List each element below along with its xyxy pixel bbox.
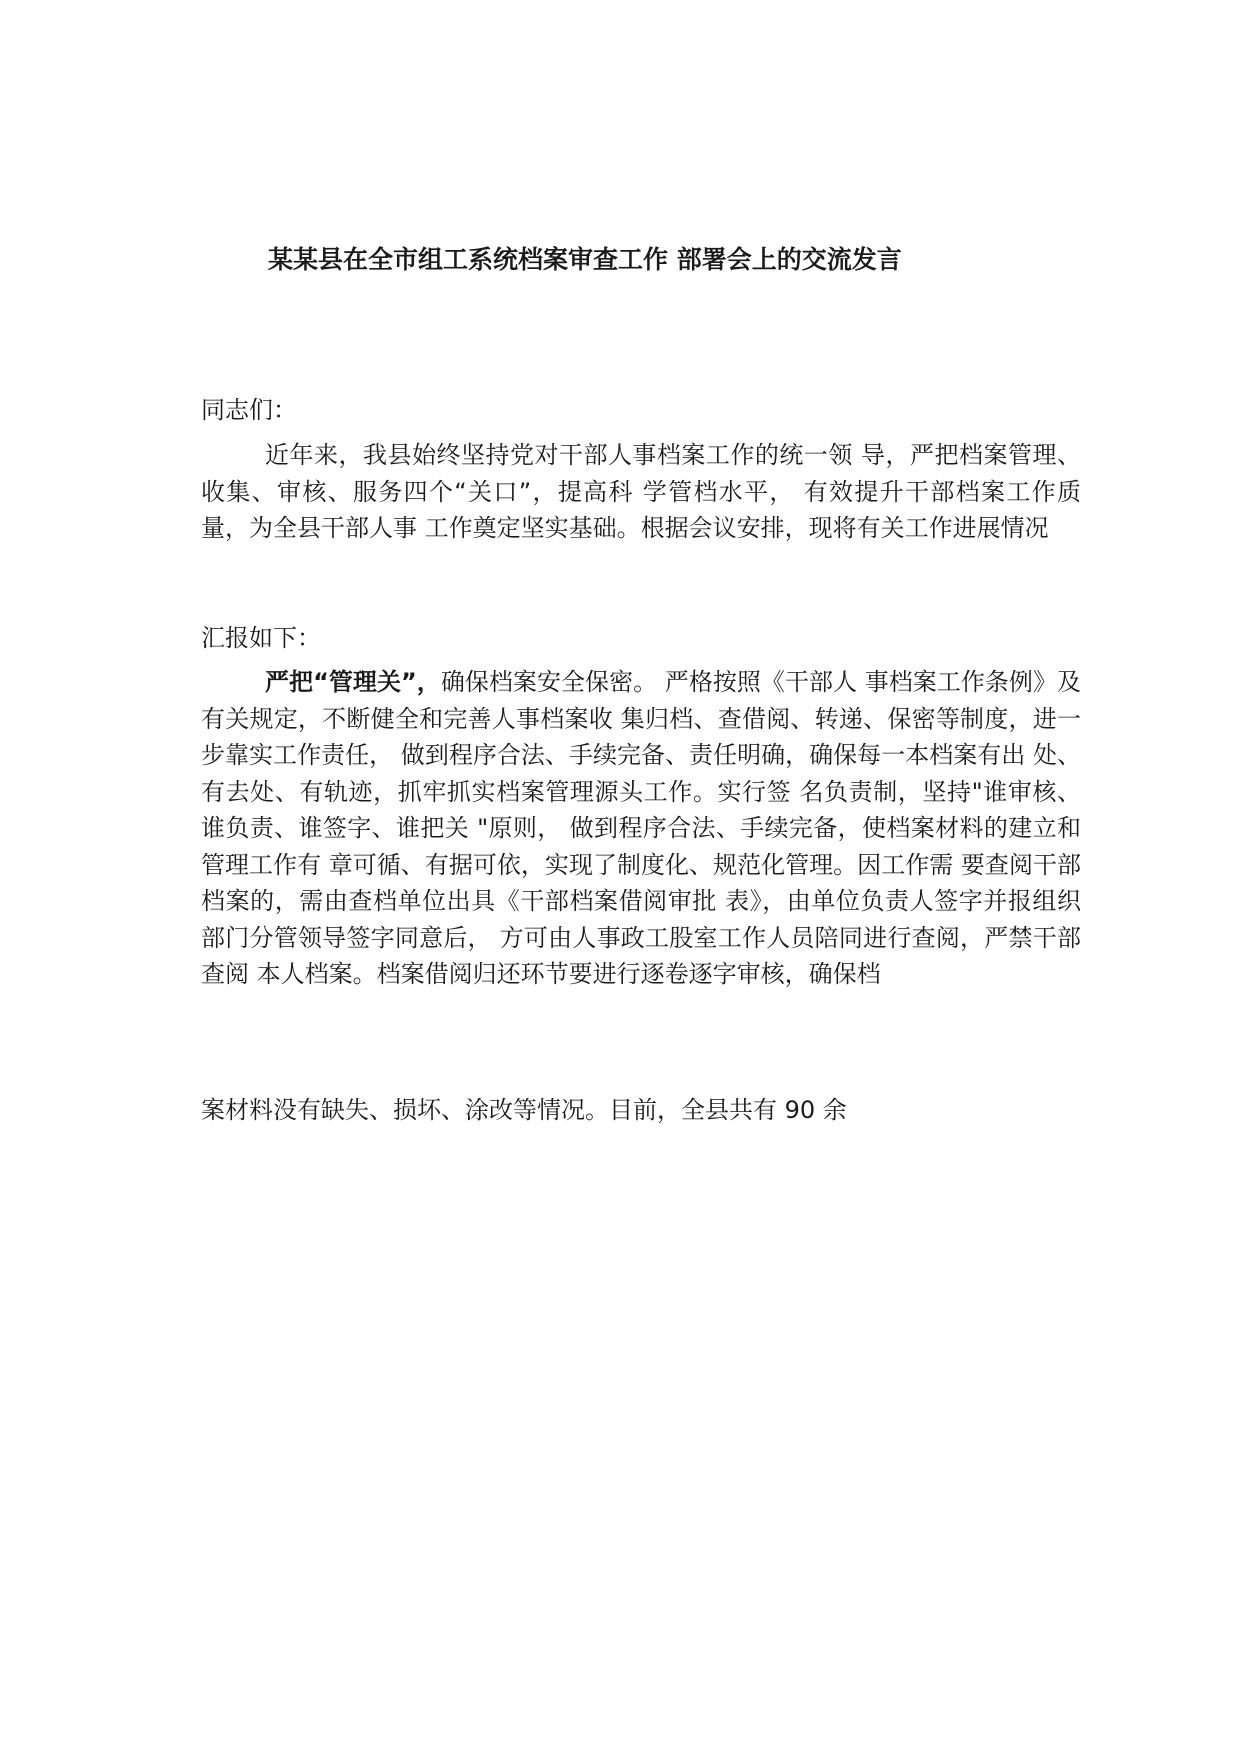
- report-line: 汇报如下：: [201, 624, 321, 652]
- paragraph-body: 确保档案安全保密。 严格按照《干部人 事档案工作条例》及有关规定，不断健全和完善人事档案收 集归档、查借阅、转递、保密等制度，进一步靠实工作责任， 做到程序合法、手续完备、责任明确，确保每一本档案有出 处、有去处、有轨迹，抓牢抓实档案管理源头工作。实行签 名负责制，坚持"谁审核、谁负责、谁签字、谁把关 "原则， 做到程序合法、手续完备，使档案材料的建立和管理工作有 章可循、有据可依，实现了制度化、规范化管理。因工作需 要查阅干部档案的，需由查档单位出具《干部档案借阅审批 表》，由单位负责人签字并报组织部门分管领导签字同意后， 方可由人事政工股室工作人员陪同进行查阅，严禁干部查阅 本人档案。档案借阅归还环节要进行逐卷逐字审核，确保档: [201, 668, 1082, 988]
- document-title: 某某县在全市组工系统档案审查工作 部署会上的交流发言: [268, 245, 902, 274]
- salutation: 同志们：: [201, 396, 297, 424]
- paragraph-lead-heading: 严把“管理关”，: [265, 668, 441, 696]
- paragraph-management: [201, 664, 1081, 993]
- paragraph-intro: 近年来，我县始终坚持党对干部人事档案工作的统一领 导，严把档案管理、收集、审核、服务四个“关口”，提高科 学管档水平， 有效提升干部档案工作质量，为全县干部人事 工作奠定坚实基础。根据会议安排，现将有关工作进展情况: [201, 441, 1081, 542]
- paragraph-continuation: 案材料没有缺失、损坏、涂改等情况。目前，全县共有 90 余: [201, 1096, 847, 1124]
